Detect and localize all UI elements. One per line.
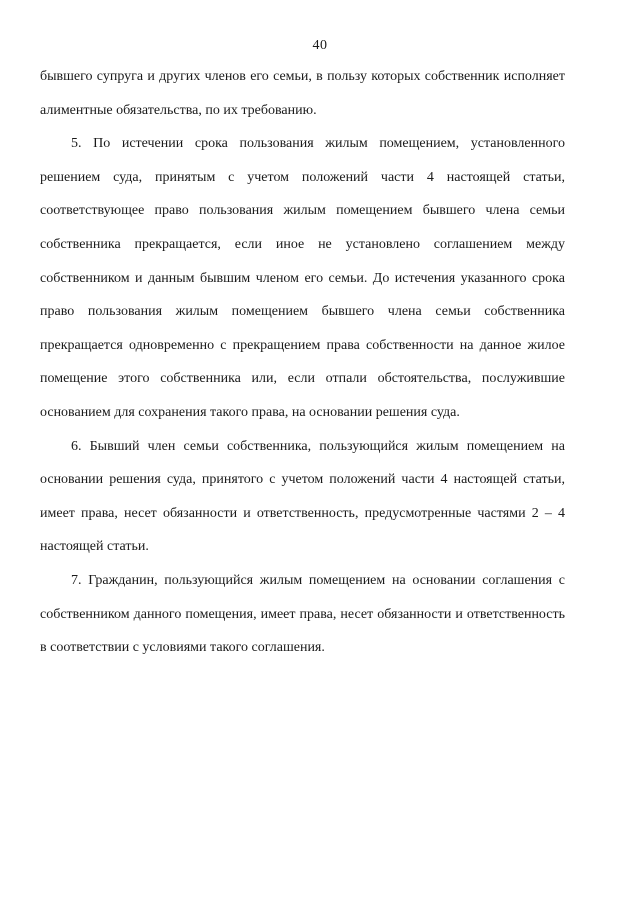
paragraph-item-6: 6. Бывший член семьи собственника, пользующийся жилым помещением на основании решения суда, принятого с учетом положений части 4 настоящей статьи, имеет права, несет обязанности и ответственность, предусмотренные частями 2 – 4 настоящей статьи. <box>40 438 565 555</box>
document-body <box>40 60 565 665</box>
paragraph-item-5: 5. По истечении срока пользования жилым помещением, установленного решением суда, принятым с учетом положений части 4 настоящей статьи, соответствующее право пользования жилым помещением бывшего члена семьи собственника прекращается, если иное не установлено соглашением между собственником и данным бывшим членом его семьи. До истечения указанного срока право пользования жилым помещением бывшего члена семьи собственника прекращается одновременно с прекращением права собственности на данное жилое помещение этого собственника или, если отпали обстоятельства, послужившие основанием для сохранения такого права, на основании решения суда. <box>40 136 565 420</box>
page-number: 40 <box>312 38 328 53</box>
paragraph-continuation: бывшего супруга и других членов его семьи, в пользу которых собственник исполняет алиментные обязательства, по их требованию. <box>40 69 565 118</box>
paragraph-item-7: 7. Гражданин, пользующийся жилым помещением на основании соглашения с собственником данного помещения, имеет права, несет обязанности и ответственность в соответствии с условиями такого соглашения. <box>40 572 565 656</box>
